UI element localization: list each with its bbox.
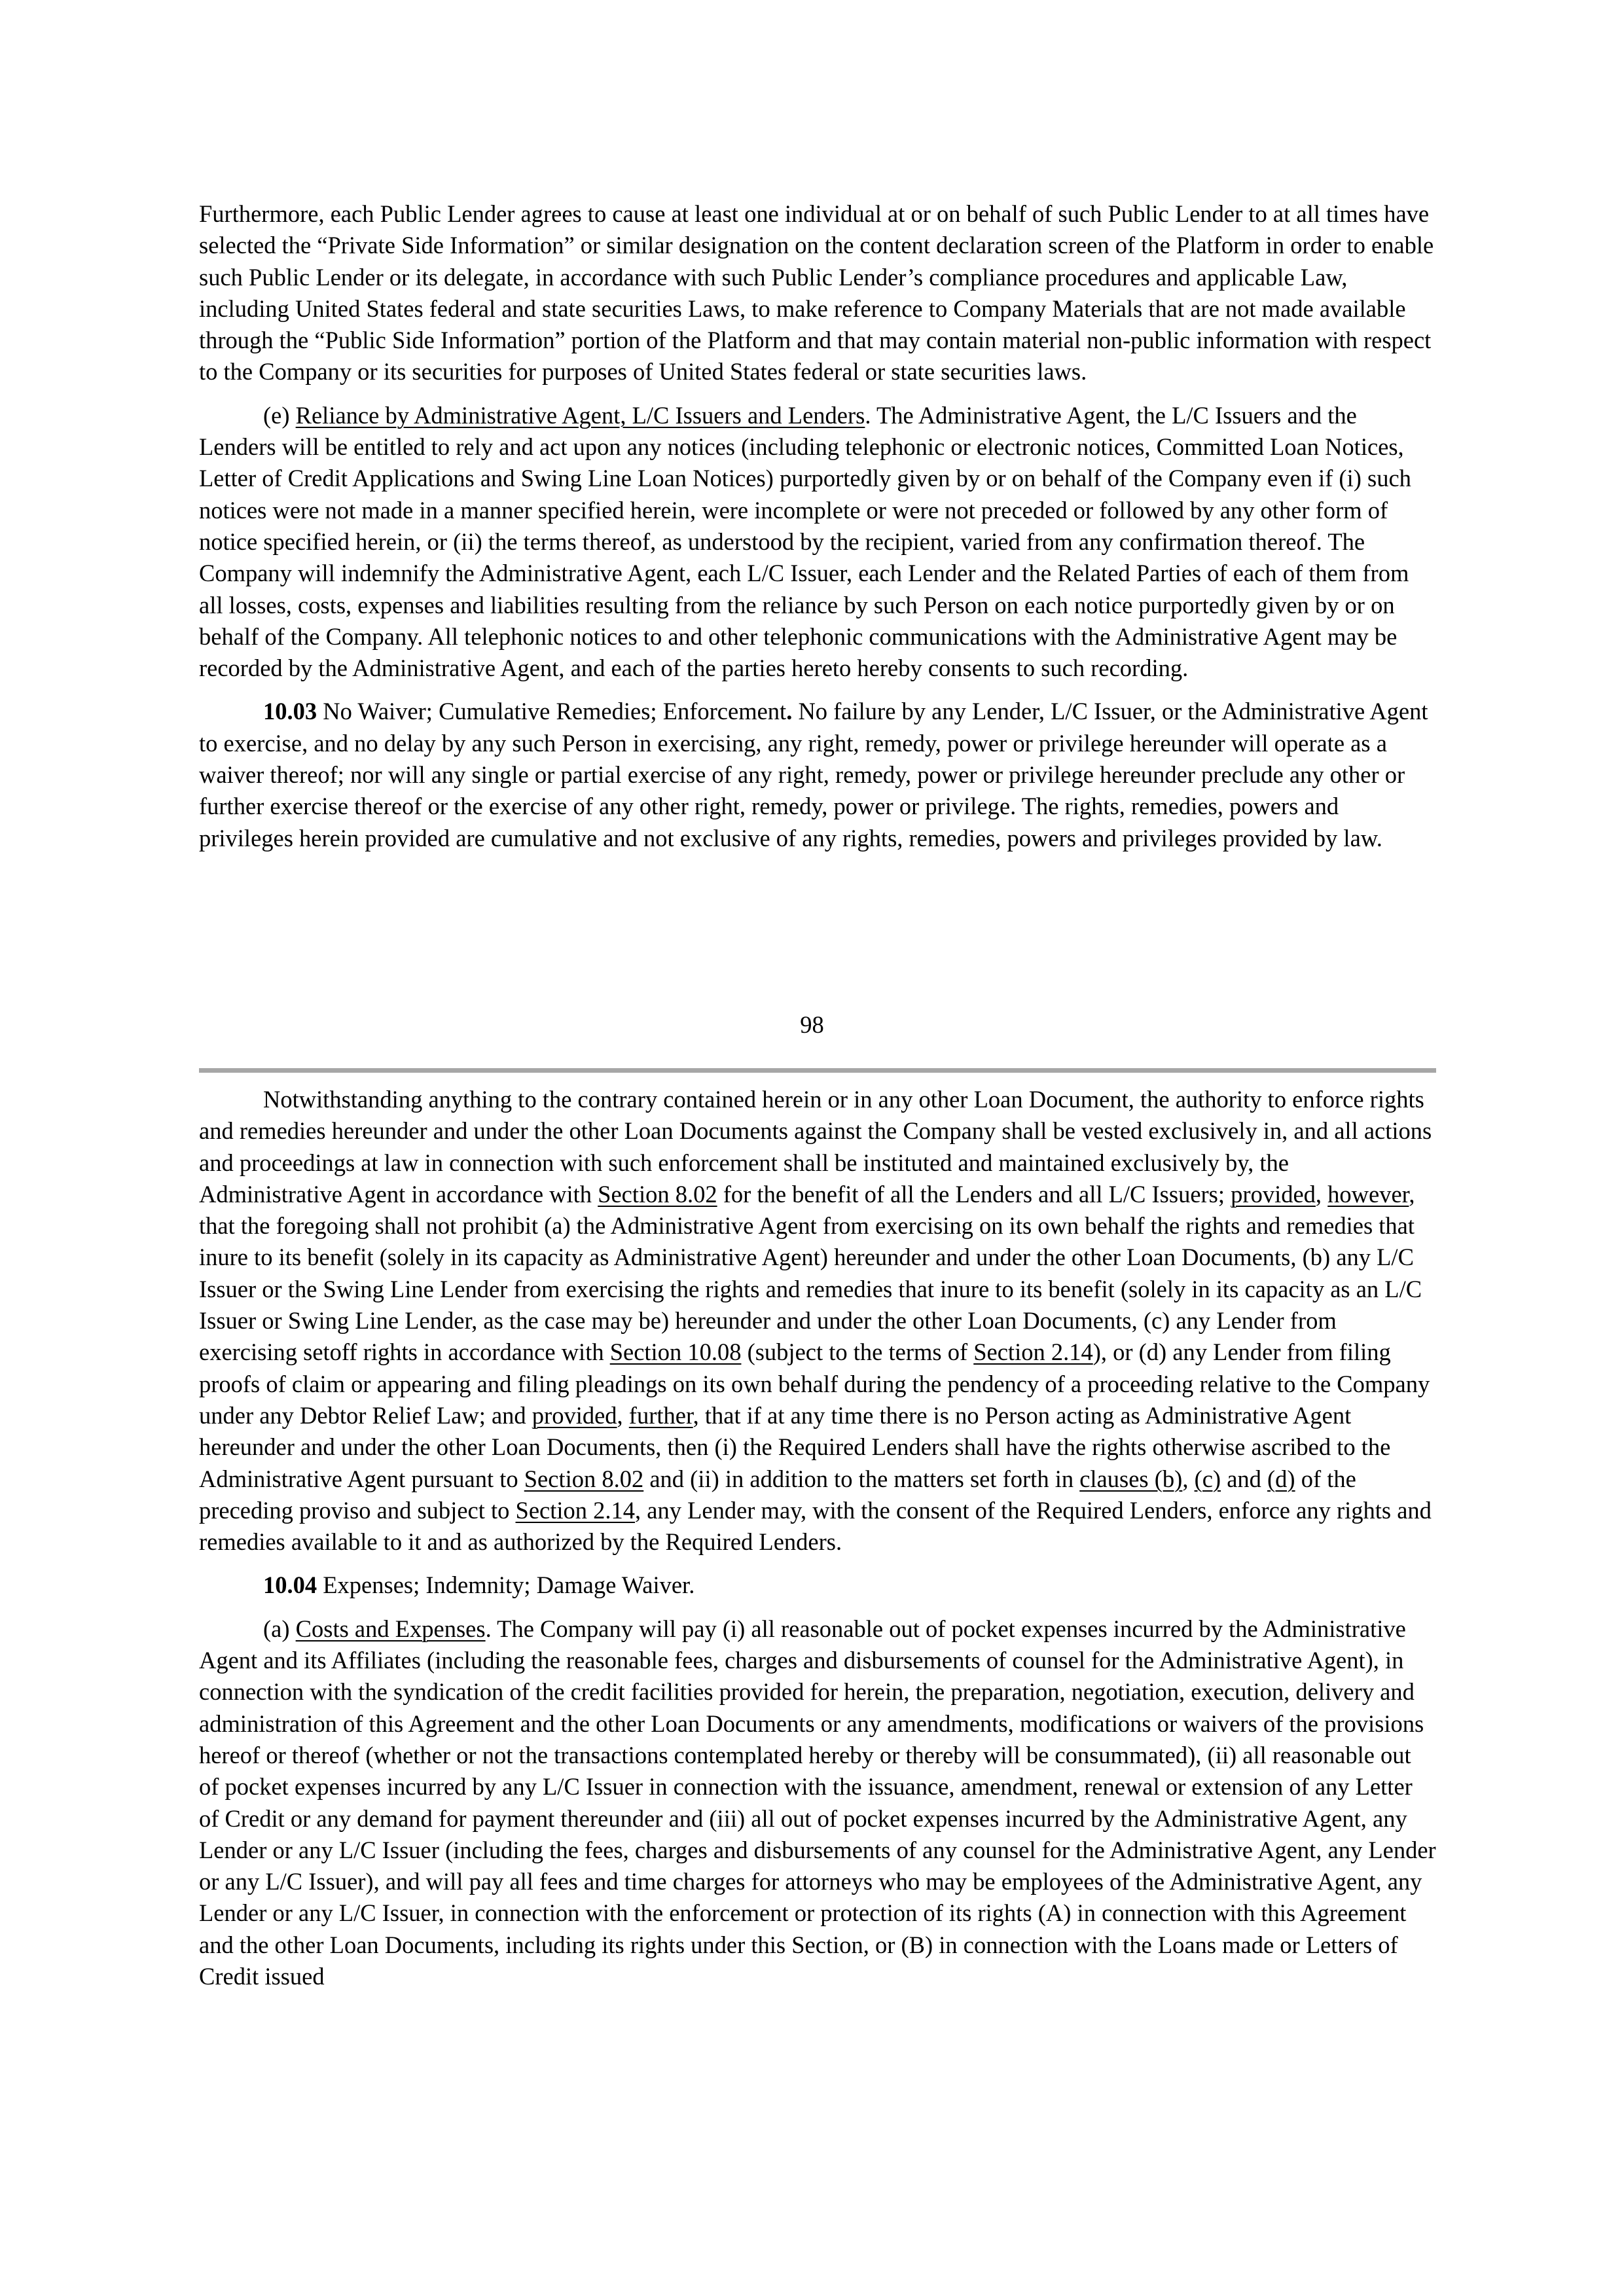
cross-reference-section-8-02: Section 8.02 bbox=[524, 1465, 644, 1492]
paragraph-a-costs-expenses bbox=[199, 1613, 1436, 1993]
section-10-04-expenses bbox=[199, 1570, 1436, 1601]
cross-reference-clause-d: (d) bbox=[1267, 1465, 1295, 1492]
cross-reference-section-2-14: Section 2.14 bbox=[515, 1496, 635, 1524]
page-99-content bbox=[199, 1084, 1436, 1992]
cross-reference-section-2-14: Section 2.14 bbox=[973, 1338, 1093, 1366]
clause-body-reliance: . The Administrative Agent, the L/C Issuers and the Lenders will be entitled to rely and act upon any notices (including telephonic or electronic notices, Committed Loan Notices, Letter of Credit Applications and Swing Line Loan Notices) purportedly given by or on behalf of the Company even if (i) such notices were not made in a manner specified herein, were incomplete or were not preceded or followed by any other form of notice specified herein, or (ii) the terms thereof, as understood by the recipient, varied from any confirmation thereof. The Company will indemnify the Administrative Agent, each L/C Issuer, each Lender and the Related Parties of each of them from all losses, costs, expenses and liabilities resulting from the reliance by such Person on each notice purportedly given by or on behalf of the Company. All telephonic notices to and other telephonic communications with the Administrative Agent may be recorded by the Administrative Agent, and each of the parties hereto hereby consents to such recording. bbox=[199, 401, 1411, 682]
term-provided: provided bbox=[532, 1401, 617, 1429]
text-run: , that if at any time there is no Person acting as Administrative Agent hereunder and under the other Loan Documents, then (i) the Required Lenders shall have the rights otherwise ascribed to the Administrative Agent pursuant to bbox=[199, 1401, 1391, 1492]
paragraph-notwithstanding bbox=[199, 1084, 1436, 1558]
clause-label-e: (e) bbox=[263, 401, 296, 429]
clause-body-costs-expenses: . The Company will pay (i) all reasonable out of pocket expenses incurred by the Administrative Agent and its Affiliates (including the reasonable fees, charges and disbursements of counsel for the Administrative Agent), in connection with the syndication of the credit facilities provided for herein, the preparation, negotiation, execution, delivery and administration of this Agreement and the other Loan Documents or any amendments, modifications or waivers of the provisions hereof or thereof (whether or not the transactions contemplated hereby or thereby will be consummated), (ii) all reasonable out of pocket expenses incurred by any L/C Issuer in connection with the issuance, amendment, renewal or extension of any Letter of Credit or any demand for payment thereunder and (iii) all out of pocket expenses incurred by the Administrative Agent, any Lender or any L/C Issuer (including the fees, charges and disbursements of any counsel for the Administrative Agent, any Lender or any L/C Issuer), and will pay all fees and time charges for attorneys who may be employees of the Administrative Agent, any Lender or any L/C Issuer, in connection with the enforcement or protection of its rights (A) in connection with this Agreement and the other Loan Documents, including its rights under this Section, or (B) in connection with the Loans made or Letters of Credit issued bbox=[199, 1615, 1436, 1990]
text-run: and bbox=[1221, 1465, 1268, 1492]
text-run: , that the foregoing shall not prohibit (a) the Administrative Agent from exercising on its own behalf the rights and remedies that inure to its benefit (solely in its capacity as Administrative Agent) hereunder and under the other Loan Documents, (b) any L/C Issuer or the Swing Line Lender from exercising the rights and remedies that inure to its benefit (solely in its capacity as an L/C Issuer or Swing Line Lender, as the case may be) hereunder and under the other Loan Documents, (c) any Lender from exercising setoff rights in accordance with bbox=[199, 1180, 1422, 1366]
text-run: , bbox=[617, 1401, 629, 1429]
section-title-period: . bbox=[786, 698, 793, 725]
cross-reference-clause-c: (c) bbox=[1194, 1465, 1221, 1492]
section-number-10-04: 10.04 bbox=[263, 1571, 317, 1599]
text-run: Notwithstanding anything to the contrary contained herein or in any other Loan Document, the authority to enforce rights and remedies hereunder and under the other Loan Documents against the Company shall be vested exclusively in, and all actions and proceedings at law in connection with such enforcement shall be instituted and maintained exclusively by, the Administrative Agent in accordance with bbox=[199, 1086, 1432, 1208]
section-body-no-waiver: No failure by any Lender, L/C Issuer, or the Administrative Agent to exercise, and no delay by any such Person in exercising, any right, remedy, power or privilege hereunder will operate as a waiver thereof; nor will any single or partial exercise of any right, remedy, power or privilege hereunder preclude any other or further exercise thereof or the exercise of any other right, remedy, power or privilege. The rights, remedies, powers and privileges herein provided are cumulative and not exclusive of any rights, remedies, powers and privileges provided by law. bbox=[199, 698, 1428, 852]
section-title-expenses: Expenses; Indemnity; Damage Waiver. bbox=[317, 1571, 695, 1599]
section-title-no-waiver: No Waiver; Cumulative Remedies; Enforcement bbox=[317, 698, 787, 725]
text-run: of the preceding proviso and subject to bbox=[199, 1465, 1356, 1524]
page-number: 98 bbox=[800, 1011, 824, 1038]
cross-reference-section-8-02: Section 8.02 bbox=[598, 1180, 717, 1208]
clause-label-a: (a) bbox=[263, 1615, 296, 1642]
page-98-continuation bbox=[199, 198, 1436, 854]
text-run: for the benefit of all the Lenders and all L/C Issuers; bbox=[717, 1180, 1231, 1208]
text-run: , any Lender may, with the consent of the Required Lenders, enforce any rights and remedies available to it and as authorized by the Required Lenders. bbox=[199, 1496, 1432, 1556]
text-run: , bbox=[1315, 1180, 1328, 1208]
term-provided: provided bbox=[1231, 1180, 1316, 1208]
clause-heading-reliance: Reliance by Administrative Agent, L/C Issuers and Lenders bbox=[295, 401, 865, 429]
paragraph-public-lender-designation: Furthermore, each Public Lender agrees to cause at least one individual at or on behalf of such Public Lender to at all times have selected the “Private Side Information” or similar designation on the content declaration screen of the Platform in order to enable such Public Lender or its delegate, in accordance with such Public Lender’s compliance procedures and applicable Law, including United States federal and state securities Laws, to make reference to Company Materials that are not made available through the “Public Side Information” portion of the Platform and that may contain material non-public information with respect to the Company or its securities for purposes of United States federal or state securities laws. bbox=[199, 200, 1434, 386]
term-however: however bbox=[1327, 1180, 1409, 1208]
term-further: further bbox=[628, 1401, 693, 1429]
text-run: , bbox=[1182, 1465, 1195, 1492]
text-run: and (ii) in addition to the matters set forth in bbox=[643, 1465, 1080, 1492]
cross-reference-section-10-08: Section 10.08 bbox=[609, 1338, 742, 1366]
clause-heading-costs-expenses: Costs and Expenses bbox=[295, 1615, 486, 1642]
section-10-03-no-waiver bbox=[199, 696, 1436, 853]
cross-reference-clauses-b: clauses (b) bbox=[1079, 1465, 1183, 1492]
page-break-divider bbox=[199, 1068, 1436, 1073]
text-run: ), or (d) any Lender from filing proofs of claim or appearing and filing pleadings on its own behalf during the pendency of a proceeding relative to the Company under any Debtor Relief Law; and bbox=[199, 1338, 1430, 1429]
section-number-10-03: 10.03 bbox=[263, 698, 317, 725]
text-run: (subject to the terms of bbox=[741, 1338, 974, 1366]
paragraph-e-reliance bbox=[199, 400, 1436, 685]
